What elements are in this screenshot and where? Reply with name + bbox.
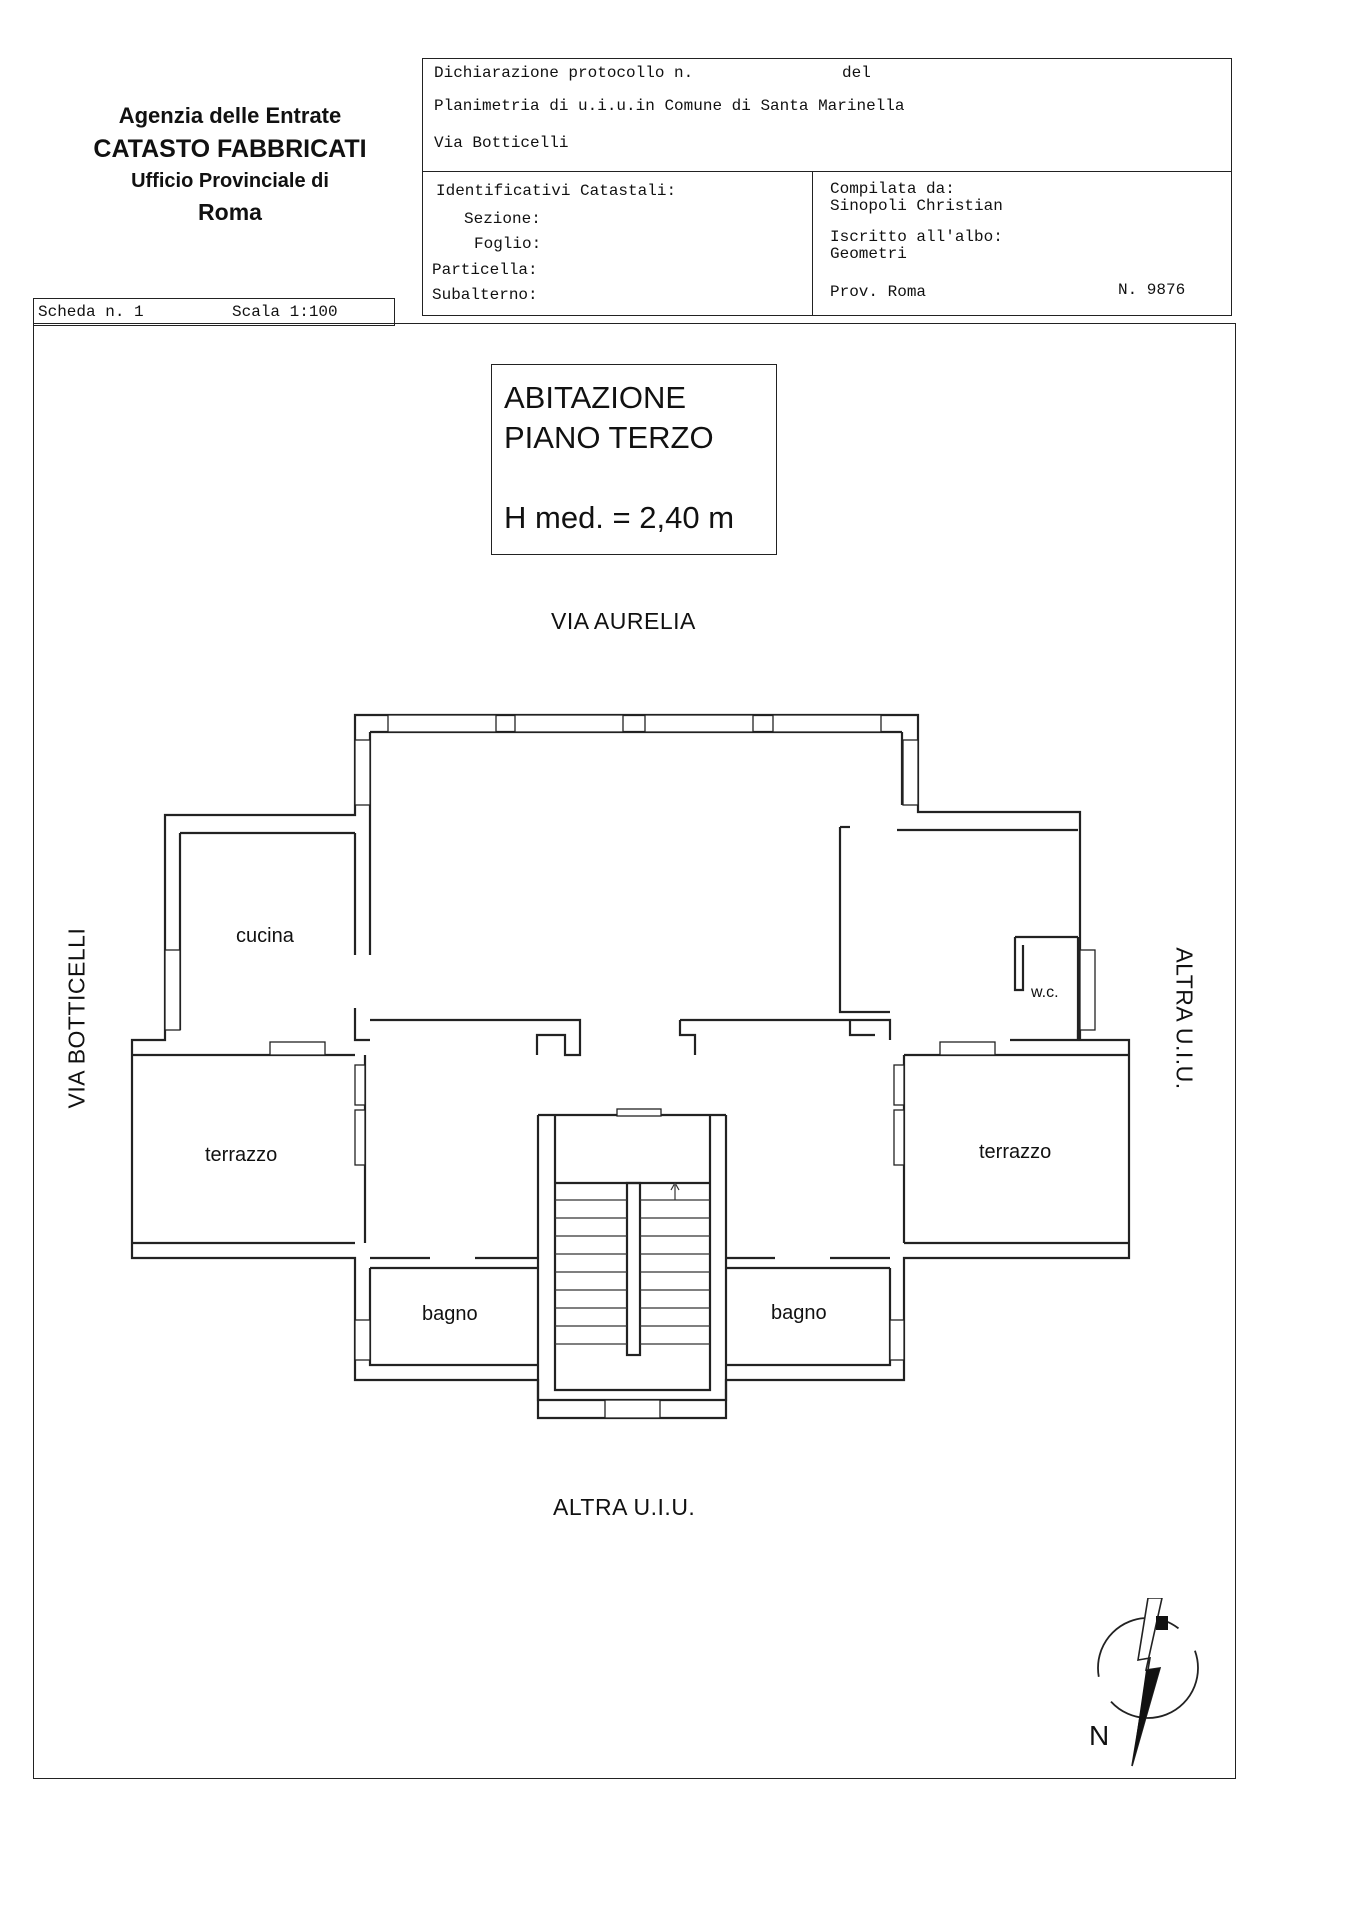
albo-value: Geometri bbox=[830, 245, 907, 263]
identificativi-title: Identificativi Catastali: bbox=[436, 182, 677, 200]
title-line2: PIANO TERZO bbox=[504, 420, 714, 455]
subalterno-label: Subalterno: bbox=[432, 286, 538, 304]
room-wc: w.c. bbox=[1031, 984, 1059, 1001]
compilata-name: Sinopoli Christian bbox=[830, 197, 1003, 215]
room-bagno-right: bagno bbox=[771, 1302, 827, 1324]
street-top: VIA AURELIA bbox=[551, 608, 696, 634]
sezione-label: Sezione: bbox=[464, 210, 541, 228]
room-terrazzo-right: terrazzo bbox=[979, 1141, 1052, 1163]
ufficio-city: Roma bbox=[198, 199, 262, 225]
street-bottom: ALTRA U.I.U. bbox=[553, 1494, 696, 1520]
scheda-number: Scheda n. 1 bbox=[38, 303, 144, 321]
del-label: del bbox=[842, 64, 871, 82]
street-right: ALTRA U.I.U. bbox=[1171, 947, 1198, 1090]
agency-name: Agenzia delle Entrate bbox=[118, 103, 342, 128]
title-line1: ABITAZIONE bbox=[504, 380, 687, 415]
iscritto-label: Iscritto all'albo: bbox=[830, 228, 1003, 246]
particella-label: Particella: bbox=[432, 261, 538, 279]
ufficio-label: Ufficio Provinciale di bbox=[131, 170, 329, 192]
outer-wall bbox=[132, 715, 1129, 1418]
prov-label: Prov. Roma bbox=[830, 283, 927, 301]
planimetria-label: Planimetria di u.i.u.in Comune di Santa Marinella bbox=[434, 97, 905, 115]
room-bagno-left: bagno bbox=[422, 1303, 478, 1325]
north-label: N bbox=[1089, 1720, 1110, 1751]
via-label: Via Botticelli bbox=[434, 134, 569, 152]
scala-label: Scala 1:100 bbox=[232, 303, 338, 321]
title-height: H med. = 2,40 m bbox=[504, 500, 735, 535]
foglio-label: Foglio: bbox=[474, 235, 542, 253]
room-terrazzo-left: terrazzo bbox=[205, 1144, 278, 1166]
catasto-title: CATASTO FABBRICATI bbox=[93, 135, 367, 163]
dichiarazione-label: Dichiarazione protocollo n. bbox=[434, 64, 694, 82]
numero-albo: N. 9876 bbox=[1118, 281, 1186, 299]
room-cucina: cucina bbox=[236, 925, 294, 947]
compilata-label: Compilata da: bbox=[830, 180, 955, 198]
street-left: VIA BOTTICELLI bbox=[63, 927, 90, 1109]
